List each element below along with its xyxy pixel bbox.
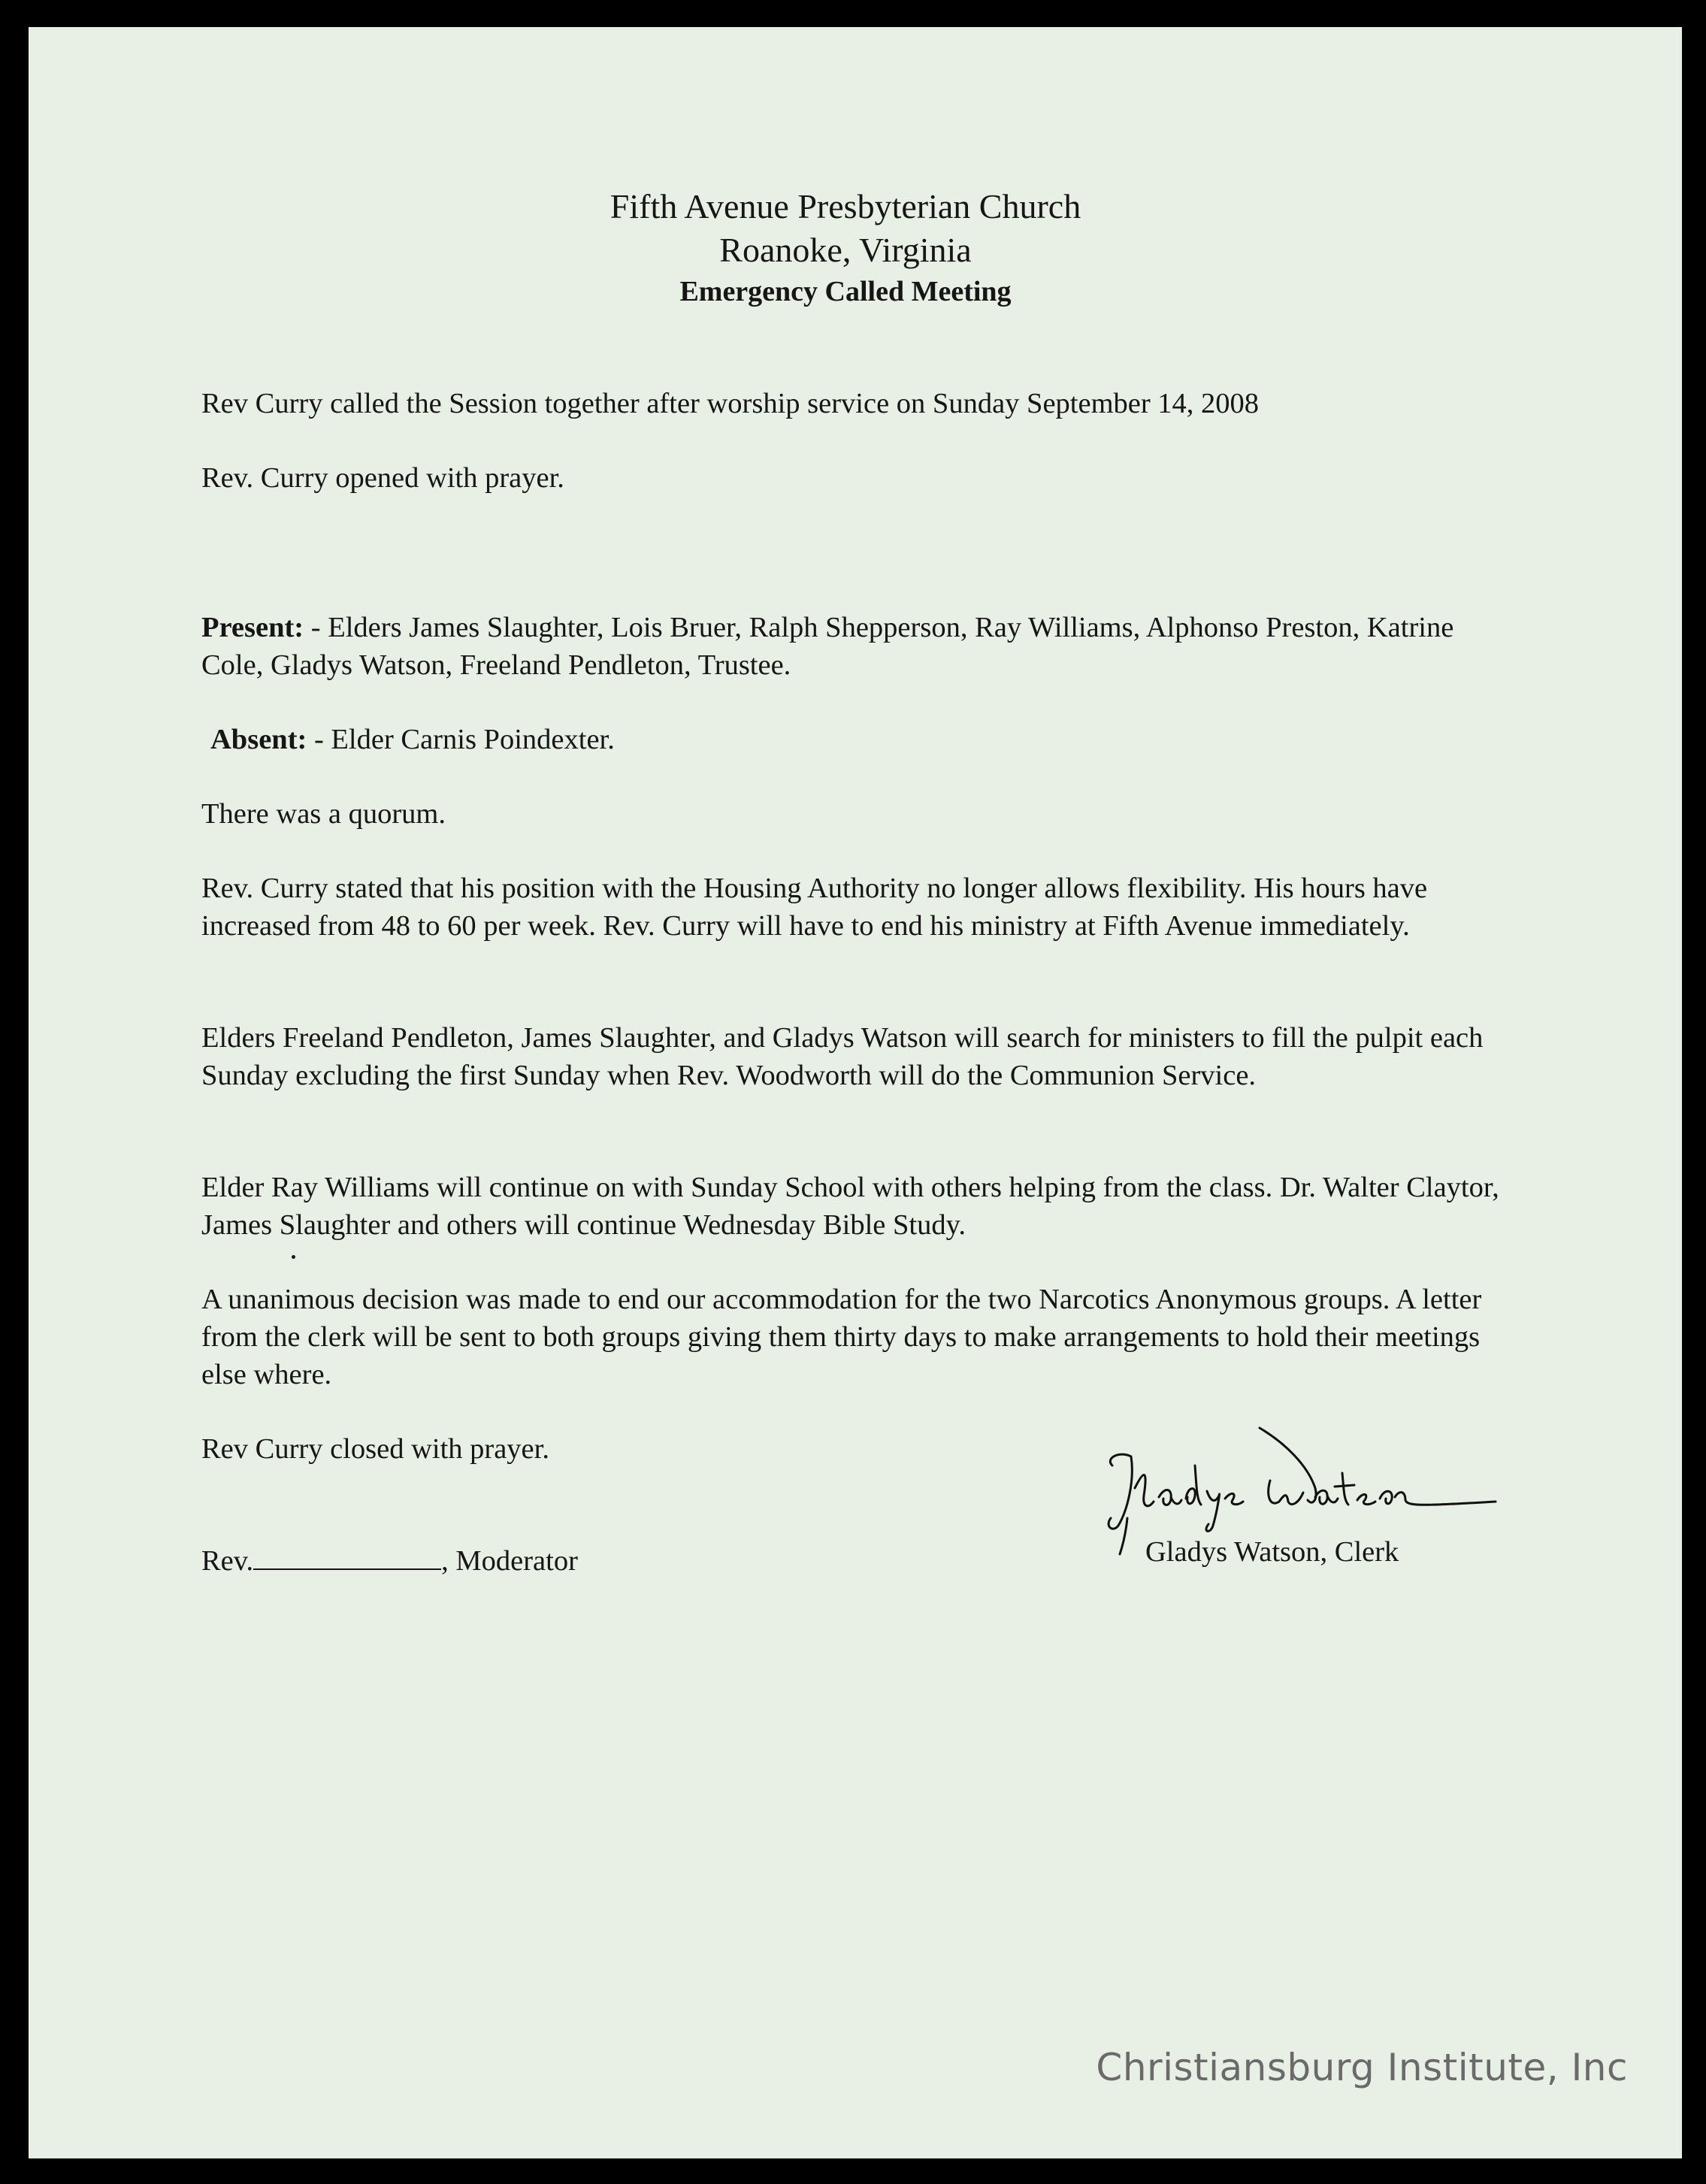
- stray-mark: [292, 1255, 295, 1259]
- quorum-statement: There was a quorum.: [201, 798, 446, 830]
- watermark-text: Christiansburg Institute, Inc: [1096, 2046, 1628, 2089]
- clerk-label: Gladys Watson, Clerk: [1145, 1536, 1399, 1568]
- absent-paragraph: [210, 721, 1533, 758]
- present-paragraph: [201, 609, 1509, 684]
- letterhead: [0, 185, 1691, 311]
- church-location: Roanoke, Virginia: [719, 231, 972, 269]
- absent-label: Absent:: [210, 724, 307, 755]
- present-list: - Elders James Slaughter, Lois Bruer, Ralph Shepperson, Ray Williams, Alphonso Preston, Katrine Cole, Gladys Watson, Freeland Pendleton, Trustee.: [201, 612, 1454, 681]
- moderator-blank: [253, 1541, 441, 1570]
- absent-list: - Elder Carnis Poindexter.: [307, 724, 615, 755]
- narcotics-anonymous-paragraph: A unanimous decision was made to end our accommodation for the two Narcotics Anonymous groups. A letter from the clerk will be sent to both groups giving them thirty days to make arrangements to hold their meetings else where.: [201, 1284, 1482, 1390]
- pulpit-search-paragraph: Elders Freeland Pendleton, James Slaughter, and Gladys Watson will search for ministers to fill the pulpit each Sunday excluding the first Sunday when Rev. Woodworth will do the Communion Service.: [201, 1022, 1484, 1091]
- closing-prayer: Rev Curry closed with prayer.: [201, 1433, 549, 1465]
- church-name: Fifth Avenue Presbyterian Church: [610, 187, 1081, 225]
- opening-prayer: Rev. Curry opened with prayer.: [201, 462, 564, 494]
- present-label: Present:: [201, 612, 304, 643]
- moderator-prefix: Rev.: [201, 1545, 254, 1577]
- opening-statement: Rev Curry called the Session together after worship service on Sunday September 14, 2008: [201, 388, 1260, 419]
- moderator-suffix: , Moderator: [441, 1545, 578, 1577]
- resignation-paragraph: Rev. Curry stated that his position with the Housing Authority no longer allows flexibility. His hours have increased from 48 to 60 per week. Rev. Curry will have to end his ministry at Fifth Avenue immediately.: [201, 873, 1428, 942]
- sunday-school-paragraph: Elder Ray Williams will continue on with Sunday School with others helping from the class. Dr. Walter Claytor, James Slaughter and others will continue Wednesday Bible Study.: [201, 1172, 1499, 1241]
- meeting-title: Emergency Called Meeting: [679, 276, 1012, 307]
